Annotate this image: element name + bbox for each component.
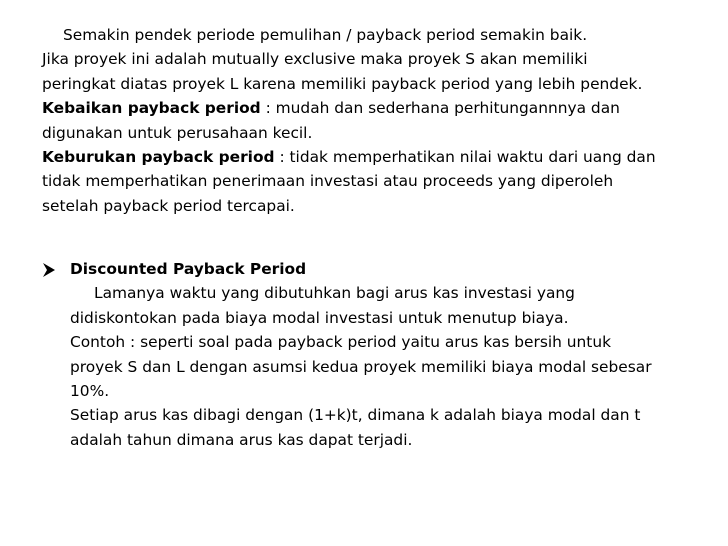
disadvantages-line: [42, 145, 692, 169]
advantages-label: Kebaikan payback period: [42, 99, 261, 118]
text-line: Contoh : seperti soal pada payback period yaitu arus kas bersih untuk: [70, 333, 611, 352]
section-title: Discounted Payback Period: [70, 260, 307, 278]
text-line: Semakin pendek periode pemulihan / payback period semakin baik.: [63, 26, 588, 44]
bullet-row: [42, 257, 702, 281]
text-line: peringkat diatas proyek L karena memiliki payback period yang lebih pendek.: [42, 74, 643, 93]
text-line: Jika proyek ini adalah mutually exclusive maka proyek S akan memiliki: [42, 50, 588, 69]
disadvantages-text-cont: tidak memperhatikan penerimaan investasi atau proceeds yang diperoleh: [42, 172, 614, 191]
text-line: didiskontokan pada biaya modal investasi untuk menutup biaya.: [70, 308, 569, 327]
text-line: 10%.: [70, 382, 110, 401]
arrow-bullet-icon: [42, 263, 56, 277]
advantages-text: : mudah dan sederhana perhitungannnya dan: [260, 99, 620, 118]
text-line: Setiap arus kas dibagi dengan (1+k)t, dimana k adalah biaya modal dan t: [70, 406, 641, 425]
discounted-payback-section: [42, 257, 702, 452]
disadvantages-text-cont: setelah payback period tercapai.: [42, 196, 295, 215]
text-line: Lamanya waktu yang dibutuhkan bagi arus kas investasi yang: [94, 284, 575, 303]
advantages-line: [42, 96, 692, 120]
section-body: [42, 281, 702, 452]
disadvantages-label: Keburukan payback period: [42, 148, 275, 167]
disadvantages-text: : tidak memperhatikan nilai waktu dari uang dan: [274, 148, 656, 167]
advantages-text-cont: digunakan untuk perusahaan kecil.: [42, 123, 313, 142]
text-line: adalah tahun dimana arus kas dapat terjadi.: [70, 430, 413, 449]
payback-text-block: [42, 23, 692, 218]
text-line: proyek S dan L dengan asumsi kedua proyek memiliki biaya modal sebesar: [70, 357, 652, 376]
